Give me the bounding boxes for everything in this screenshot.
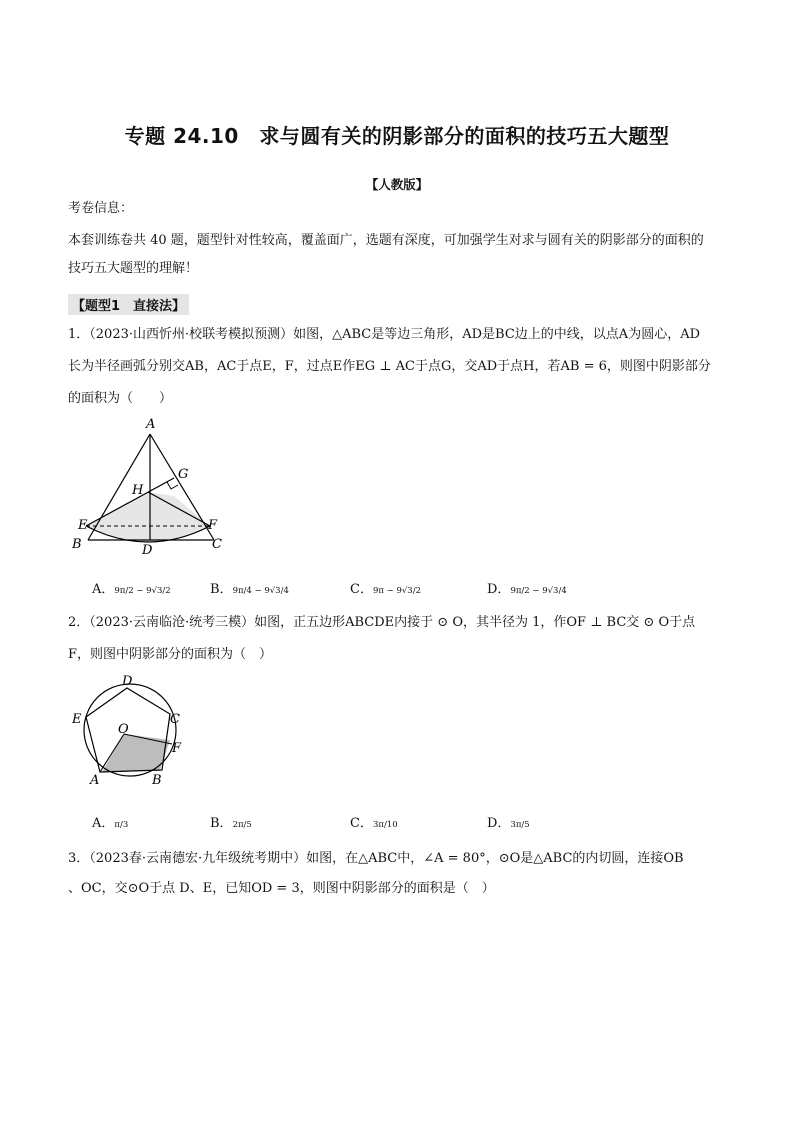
q2-option-c-text: 3π/10 xyxy=(372,820,398,830)
q1-label-f: F xyxy=(208,518,218,533)
q1-label-b: B xyxy=(72,537,82,552)
edition-label: 【人教版】 xyxy=(365,177,429,192)
page-title: 专题 24.10 求与圆有关的阴影部分的面积的技巧五大题型 xyxy=(124,124,670,148)
q1-right-angle-mark xyxy=(167,482,178,489)
intro-line-1: 本套训练卷共 40 题，题型针对性较高，覆盖面广，选题有深度，可加强学生对求与圆有关的阴影部分的面积的 xyxy=(68,233,704,248)
q1-option-d-text: 9π/2 − 9√3/4 xyxy=(510,586,567,596)
q2-option-c-letter: C． xyxy=(350,816,373,831)
q2-line-2: F，则图中阴影部分的面积为（ ） xyxy=(68,647,273,662)
q2-label-b: B xyxy=(152,773,162,788)
q1-option-c-text: 9π − 9√3/2 xyxy=(372,586,421,596)
q2-option-b[interactable] xyxy=(210,812,252,831)
q1-option-a[interactable] xyxy=(92,578,171,597)
q1-option-a-letter: A． xyxy=(92,582,115,597)
q1-line-2: 长为半径画弧分别交AB，AC于点E，F，过点E作EG ⊥ AC于点G，交AD于点H，若AB = 6，则图中阴影部分 xyxy=(68,359,711,374)
q2-line-1: 2．（2023·云南临沧·统考三模）如图，正五边形ABCDE内接于 ⊙ O，其半径为 1，作OF ⊥ BC交 ⊙ O于点 xyxy=(68,615,696,630)
intro-line-2: 技巧五大题型的理解！ xyxy=(68,261,199,276)
q2-label-e: E xyxy=(72,712,82,727)
q1-option-b[interactable] xyxy=(210,578,289,597)
q2-label-f: F xyxy=(172,741,182,756)
q2-option-a-letter: A． xyxy=(92,816,115,831)
q3-line-1: 3．（2023春·云南德宏·九年级统考期中）如图，在△ABC中，∠A = 80°，⊙O是△ABC的内切圆，连接OB xyxy=(68,851,684,866)
q1-figure xyxy=(66,412,236,562)
q2-option-d-text: 3π/5 xyxy=(510,820,530,830)
q2-label-d: D xyxy=(122,674,133,689)
q3-line-2: 、OC，交⊙O于点 D、E，已知OD = 3，则图中阴影部分的面积是（ ） xyxy=(68,881,495,896)
q2-option-d-letter: D． xyxy=(487,816,511,831)
q1-label-e: E xyxy=(78,518,88,533)
q2-option-d[interactable] xyxy=(487,812,530,831)
section-heading-1: 【题型1 直接法】 xyxy=(68,294,189,315)
q1-option-b-text: 9π/4 − 9√3/4 xyxy=(232,586,289,596)
q2-label-c: C xyxy=(170,712,180,727)
q1-label-d: D xyxy=(142,543,153,558)
q2-option-a-text: π/3 xyxy=(114,820,129,830)
q2-option-a[interactable] xyxy=(92,812,128,831)
q2-option-c[interactable] xyxy=(350,812,398,831)
q1-option-a-text: 9π/2 − 9√3/2 xyxy=(114,586,171,596)
q1-label-c: C xyxy=(212,537,222,552)
q1-label-g: G xyxy=(178,467,189,482)
q2-figure xyxy=(66,674,196,790)
q2-option-b-letter: B． xyxy=(210,816,233,831)
q1-option-c-letter: C． xyxy=(350,582,373,597)
q1-option-b-letter: B． xyxy=(210,582,233,597)
q1-line-3: 的面积为（ ） xyxy=(68,391,173,406)
info-label: 考卷信息： xyxy=(68,201,134,216)
q1-line-1: 1．（2023·山西忻州·校联考模拟预测）如图，△ABC是等边三角形，AD是BC边上的中线，以点A为圆心，AD xyxy=(68,327,700,342)
q1-option-d[interactable] xyxy=(487,578,567,597)
q1-label-h: H xyxy=(132,483,144,498)
q2-label-a: A xyxy=(90,773,100,788)
q2-option-b-text: 2π/5 xyxy=(232,820,252,830)
q1-option-d-letter: D． xyxy=(487,582,511,597)
q2-label-o: O xyxy=(118,722,129,737)
q1-option-c[interactable] xyxy=(350,578,421,597)
q1-label-a: A xyxy=(146,417,156,432)
